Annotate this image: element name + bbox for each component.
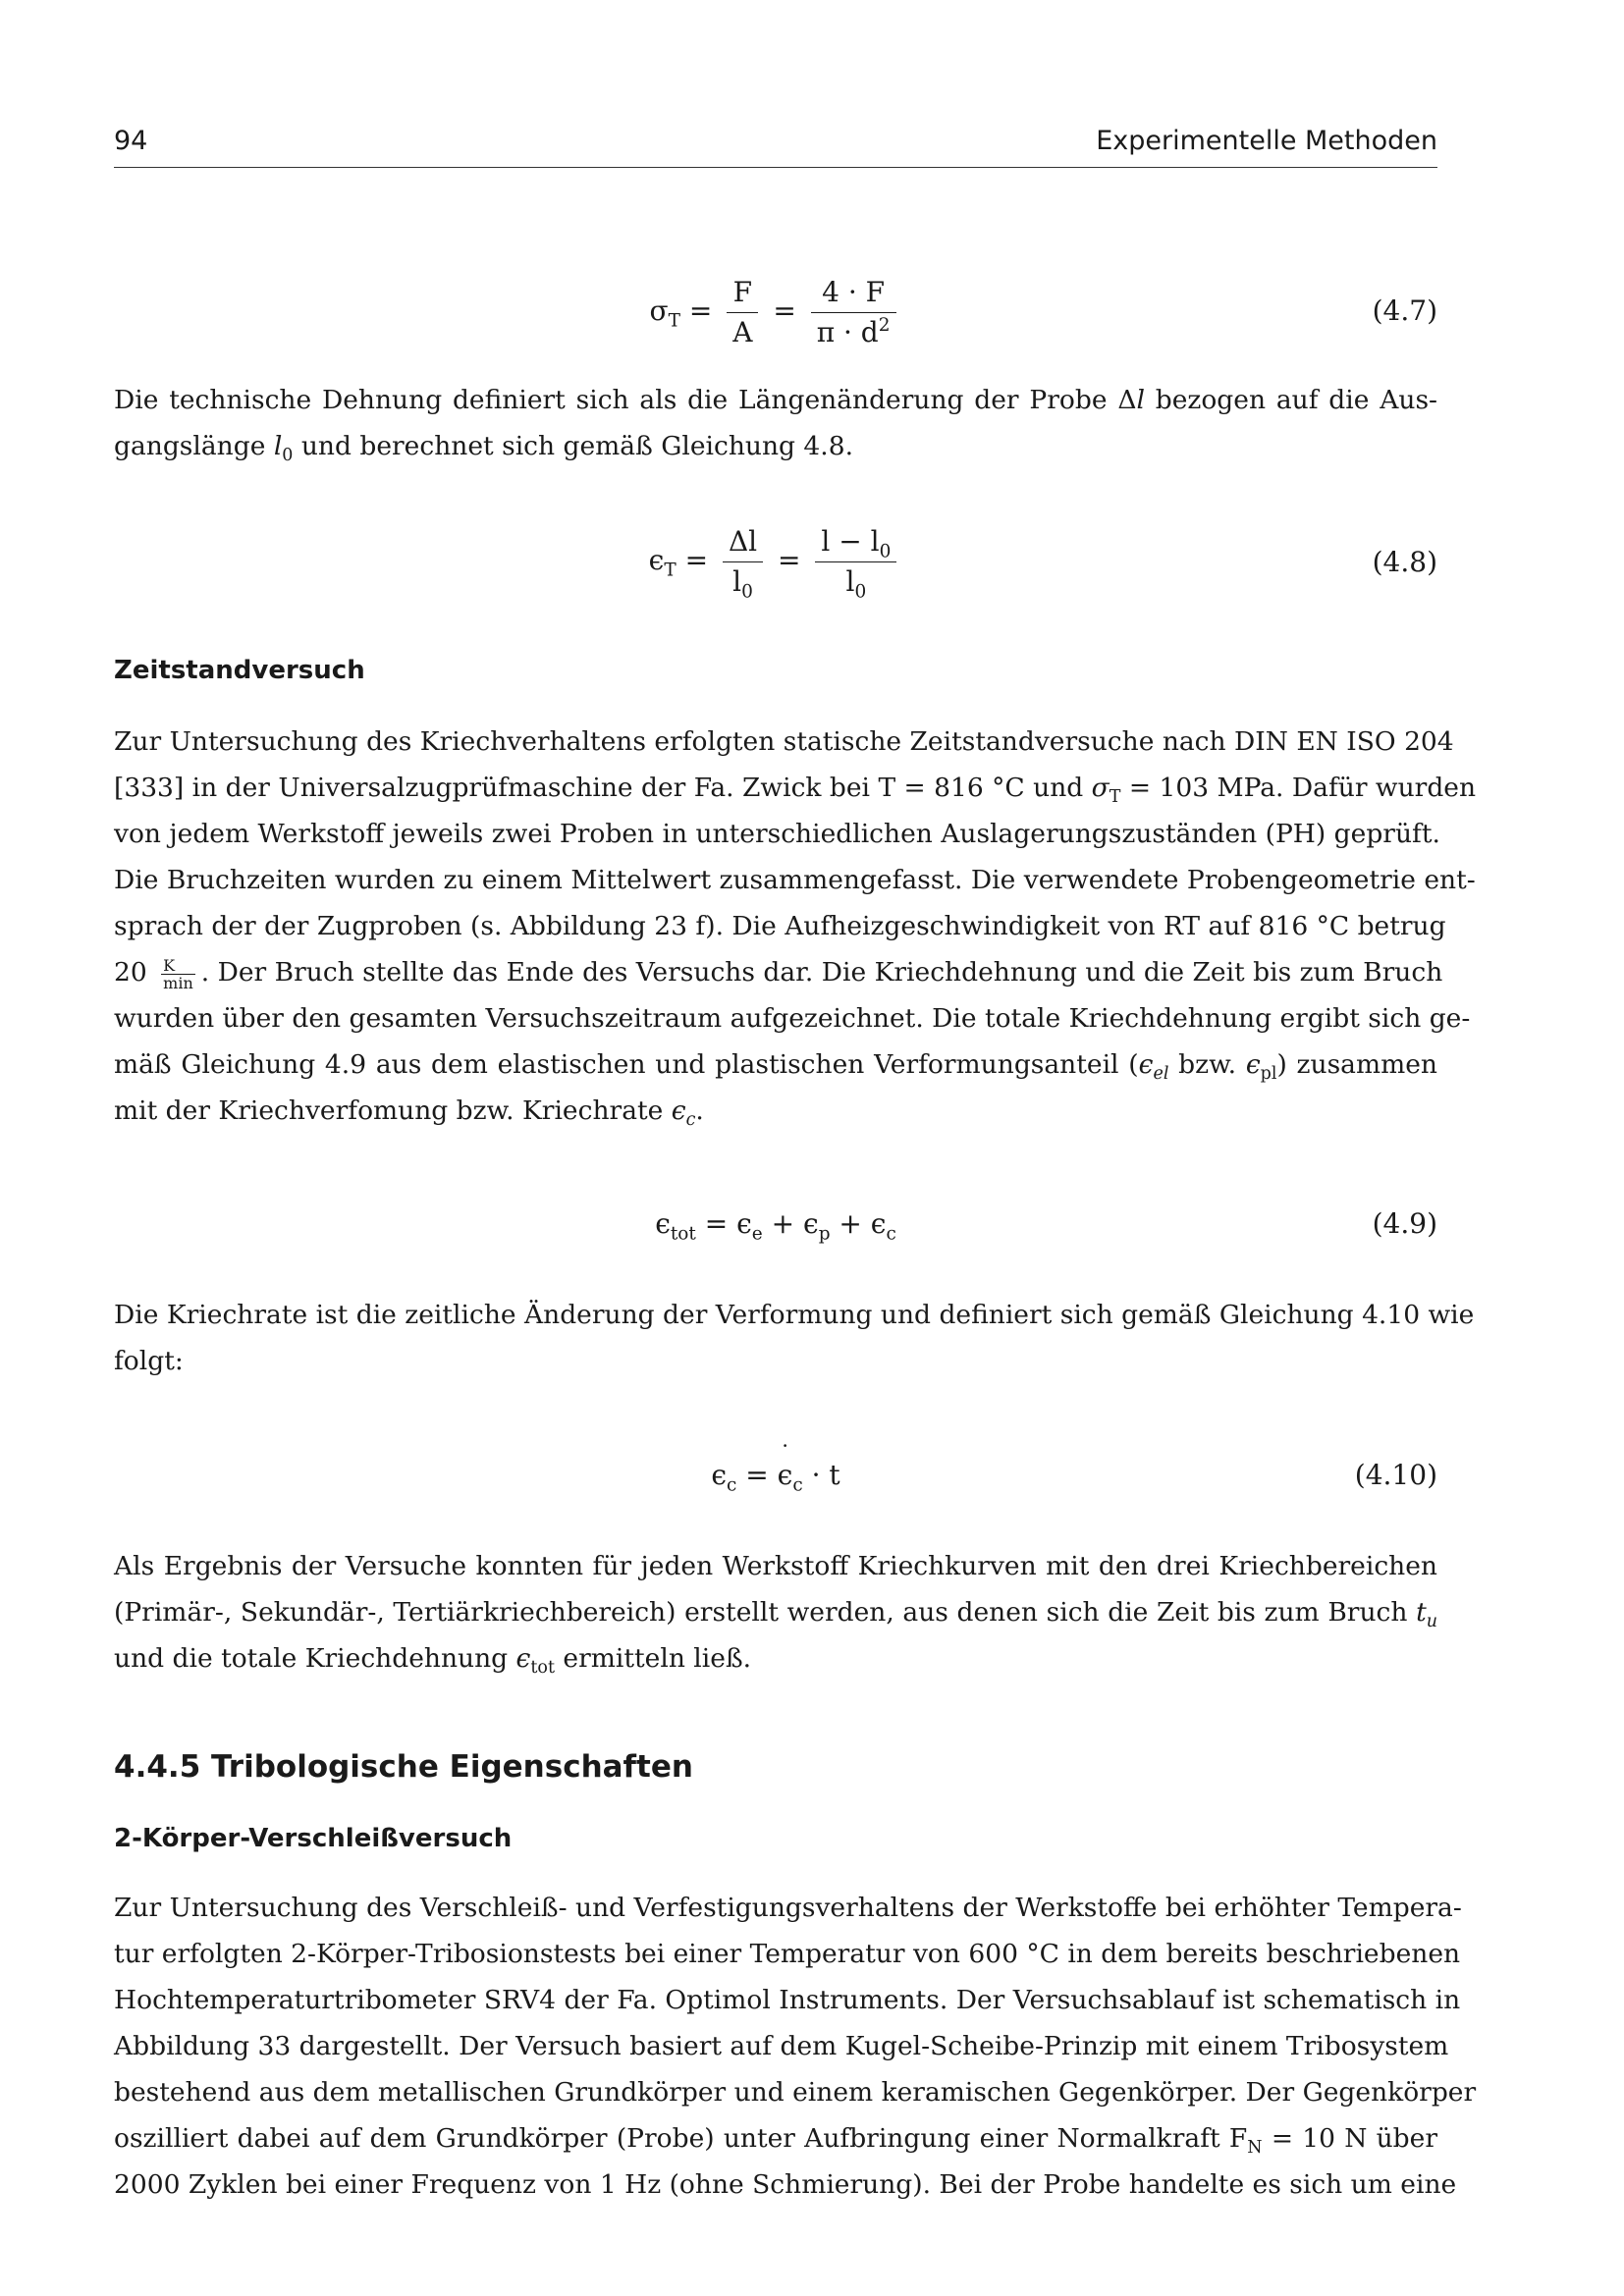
- equation-4-8: $\epsilon_T$ = $\frac{\Delta l}{l_0}$ = $\frac{l - l_0}{l_0}$ (4.8): [114, 522, 1437, 605]
- equation-number: (4.7): [1372, 294, 1437, 327]
- fraction: $\frac{l - l_0}{l_0}$: [815, 522, 896, 602]
- page-number: 94: [114, 126, 148, 156]
- equation-4-9: $\epsilon_{tot} = \epsilon_e + \epsilon_p + \epsilon_c$ (4.9): [655, 1207, 1437, 1245]
- equation-number: (4.10): [1354, 1459, 1437, 1491]
- fraction: $\frac{F}{A}$: [727, 273, 758, 352]
- subheading-zeitstandversuch: Zeitstandversuch: [114, 656, 365, 685]
- section-heading: 4.4.5 Tribologische Eigenschaften: [114, 1749, 693, 1785]
- fraction: $\frac{K}{\min}$: [163, 955, 193, 992]
- running-header: [114, 126, 1437, 168]
- equation-4-10: $\epsilon_c = \epsilon$ $˙_c \cdot t$ (4.10): [114, 1459, 1437, 1502]
- paragraph: Die technische Dehnung definiert sich als die Längenänderung der Probe Δl bezogen auf die Aus- gangslänge $l_0$ und berechnet sich gemäß Gleichung 4.8.: [114, 385, 1437, 466]
- subheading-verschleissversuch: 2-Körper-Verschleißversuch: [114, 1824, 513, 1853]
- paragraph: Zur Untersuchung des Kriechverhaltens erfolgten statische Zeitstandversuche nach DIN EN ISO 204 [333] in der Universalzugprüfmaschine der Fa. Zwick bei T = 816 °C und $\sigma_T = 103$ MPa. Dafür wurden von jedem Werkstoff jeweils zwei Proben in unterschiedlichen Auslagerungszuständen (PH) geprüft. Die Bruchzeiten wurden zu einem Mittelwert zusammengefasst. Die verwendete Probengeometrie ent- sprach der der Zugproben (s. Abbildung 23 f). Die Aufheizgeschwindigkeit von RT auf 816 °C betrug 20 $\frac{K}{\min}$ . Der Bruch stellte das Ende des Versuchs dar. Die Kriechdehnung und die Zeit bis zum Bruch wurden über den gesamten Versuchszeitraum aufgezeichnet. Die totale Kriechdehnung ergibt sich ge- mäß Gleichung 4.9 aus dem elastischen und plastischen Verformungsanteil ($\epsilon_{el}$ bzw. $\epsilon_{pl}$) zusammen mit der Kriechverfomung bzw. Kriechrate $\epsilon_c$.: [114, 726, 1477, 1131]
- paragraph: Als Ergebnis der Versuche konnten für jeden Werkstoff Kriechkurven mit den drei Kriechbereichen (Primär-, Sekundär-, Tertiärkriechbereich) erstellt werden, aus denen sich die Zeit bis zum Bruch $t_u$ und die totale Kriechdehnung $\epsilon_{tot}$ ermitteln ließ.: [114, 1551, 1437, 1679]
- equation-4-7: $\sigma_T$ = $\frac{F}{A}$ = $\frac{4 \cdot F}{\pi \cdot d^2}$ (4.7): [114, 273, 1437, 351]
- fraction: $\frac{\Delta l}{l_0}$: [723, 522, 763, 602]
- equation-number: (4.8): [1372, 546, 1437, 578]
- paragraph: Zur Untersuchung des Verschleiß- und Verfestigungsverhaltens der Werkstoffe bei erhöhter Tempera- tur erfolgten 2-Körper-Tribosionstests bei einer Temperatur von 600 °C in dem bereits beschriebenen Hochtemperaturtribometer SRV4 der Fa. Optimol Instruments. Der Versuchsablauf ist schematisch in Abbildung 33 dargestellt. Der Versuch basiert auf dem Kugel-Scheibe-Prinzip mit einem Tribosystem bestehend aus dem metallischen Grundkörper und einem keramischen Gegenkörper. Der Gegenkörper oszilliert dabei auf dem Grundkörper (Probe) unter Aufbringung einer Normalkraft $F_N = 10$ N über 2000 Zyklen bei einer Frequenz von 1 Hz (ohne Schmierung). Bei der Probe handelte es sich um eine: [114, 1893, 1477, 2200]
- equation-number: (4.9): [1372, 1207, 1437, 1240]
- paragraph: Die Kriechrate ist die zeitliche Änderung der Verformung und definiert sich gemäß Gleichung 4.10 wie folgt:: [114, 1300, 1475, 1376]
- running-title: Experimentelle Methoden: [1096, 126, 1437, 156]
- fraction: $\frac{4 \cdot F}{\pi \cdot d^2}$: [811, 273, 896, 352]
